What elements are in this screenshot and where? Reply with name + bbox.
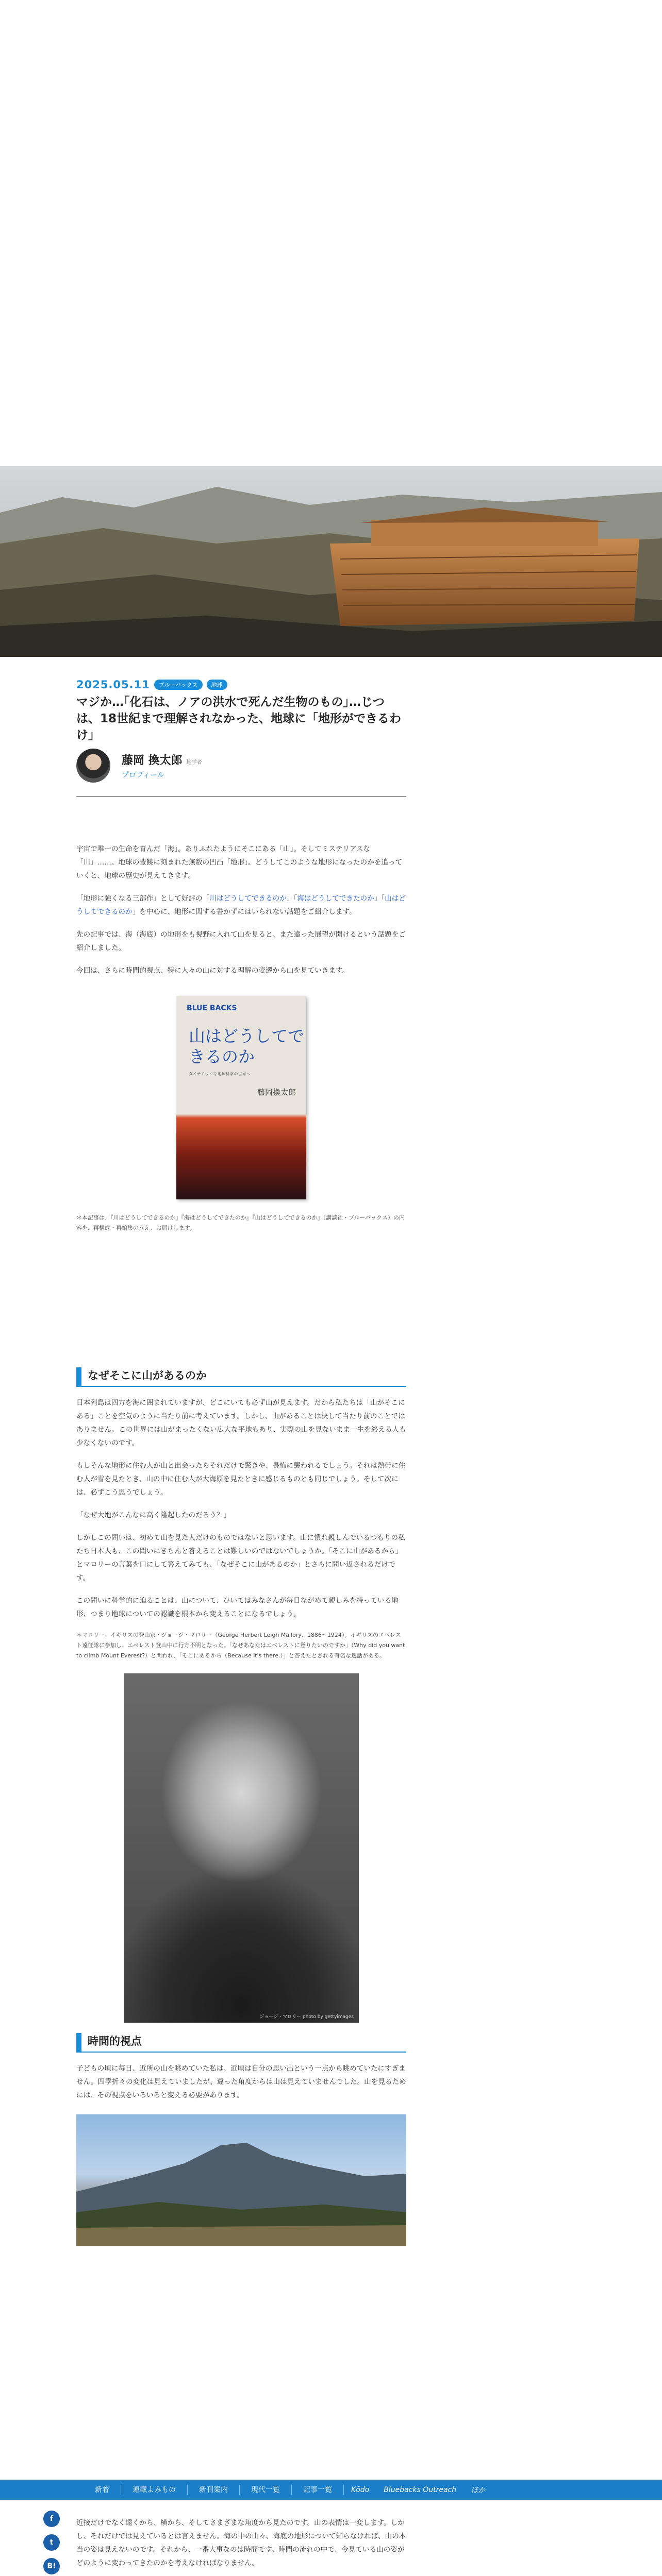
nav-new-books[interactable]: 新刊案内 bbox=[188, 2485, 240, 2495]
mallory-note: ＊マロリー：イギリスの登山家・ジョージ・マロリー（George Herbert Leigh Mallory、1886〜1924）。イギリスのエベレスト遠征隊に参加し、エベレスト登山中に行方不明となった。「なぜあなたはエベレストに登りたいのですか」（Why did you want to climb Mount Everest?）と問われ、「そこにあるから（Because it's there.）」と答えたとされる有名な逸話がある。 bbox=[76, 1632, 405, 1659]
nav-new[interactable]: 新着 bbox=[84, 2485, 121, 2495]
publish-date: 2025.05.11 bbox=[76, 679, 150, 691]
section1-paragraph-1: 日本列島は四方を海に囲まれていますが、どこにいても必ず山が見えます。だから私たちは「山がそこにある」ことを空気のように当たり前に考えています。しかし、山があることは決して当たり前のことではありません。この世界には山がまったくない広大な平地もあり、実際の山を見ないまま一生を終える人も少なくないのです。 bbox=[76, 1399, 406, 1447]
brand-link-1[interactable]: Kōdo bbox=[351, 2486, 370, 2494]
author-block bbox=[76, 749, 406, 797]
ad-space bbox=[76, 1233, 406, 1367]
photo-credit: ジョージ・マロリー photo by gettyimages bbox=[259, 2014, 354, 2020]
profile-link[interactable]: プロフィール bbox=[122, 771, 164, 779]
nav-series[interactable]: 連載よみもの bbox=[121, 2485, 188, 2495]
article-title: マジか…｢化石は、ノアの洪水で死んだ生物のもの｣…じつは、18世紀まで理解されなかった、地球に「地形ができるわけ」 bbox=[76, 696, 402, 742]
book-series: BLUE BACKS bbox=[187, 1004, 237, 1012]
author-name[interactable]: 藤岡 換太郎 地学者 bbox=[122, 754, 202, 767]
book-title: 山はどうしてできるのか bbox=[189, 1026, 305, 1066]
section1-paragraph-5: この問いに科学的に迫ることは、山について、ひいてはみなさんが毎日ながめて親しみを持っている地形、つまり地球についての認識を根本から変えることになるでしょう。 bbox=[76, 1597, 399, 1618]
top-whitespace bbox=[0, 0, 662, 466]
section1-paragraph-2: もしそんな地形に住む人が山と出会ったらそれだけで驚きや、畏怖に襲われるでしょう。それは熱帯に住む人が雪を見たとき、山の中に住む人が大海原を見たときに感じるものとも同じでしょう。そして次には、必ずこう思うでしょう。 bbox=[76, 1462, 406, 1497]
mountain-landscape-photo bbox=[76, 2114, 406, 2246]
book-cover-image[interactable] bbox=[176, 996, 306, 1199]
intro-paragraph-3: 先の記事では、海（海底）の地形をも視野に入れて山を見ると、また違った展望が開けるという話題をご紹介しました。 bbox=[76, 930, 406, 952]
twitter-icon[interactable]: t bbox=[43, 2534, 60, 2551]
tag-bluebacks[interactable]: ブルーバックス bbox=[154, 680, 203, 690]
intro-paragraph-4: 今回は、さらに時間的視点、特に人々の山に対する理解の変遷から山を見ていきます。 bbox=[76, 967, 350, 975]
book-caption: ＊本記事は、『川はどうしてできるのか』『海はどうしてできたのか』『山はどうしてできるのか』（講談社・ブルーバックス）の内容を、再構成・再編集のうえ、お届けします。 bbox=[76, 1214, 405, 1231]
article-main bbox=[76, 679, 406, 2246]
hatena-icon[interactable]: B! bbox=[43, 2558, 60, 2574]
nav-current-list[interactable]: 現代一覧 bbox=[240, 2485, 292, 2495]
part2-paragraph-1: 近接だけでなく遠くから、横から、そしてさまざまな角度から見たのです。山の表情は一変します。しかし、それだけでは見えているとは言えません。海の中の山々、海底の地形について知らなければ、山の本当の姿は見えないのです。それから、一番大事なのは時間です。時間の流れの中で、今見ている山の姿がどのように変わってきたのかを考えなければなりません。 bbox=[76, 2519, 406, 2567]
book-author: 藤岡換太郎 bbox=[257, 1088, 296, 1097]
intro-paragraph-1: 宇宙で唯一の生命を育んだ「海」。ありふれたようにそこにある「山」。そしてミステリアスな「川」……。地球の豊饒に刻まれた無数の凹凸「地形」。どうしてこのような地形になったのかを追っていくと、地球の歴史が見えてきます。 bbox=[76, 845, 403, 880]
facebook-icon[interactable]: f bbox=[43, 2511, 60, 2527]
link-mountain-book[interactable]: 山はどうしてできるのか bbox=[76, 894, 406, 916]
section1-paragraph-3: 「なぜ大地がこんなに高く隆起したのだろう？」 bbox=[76, 1511, 231, 1519]
tag-earth[interactable]: 地球 bbox=[207, 680, 227, 690]
intro-paragraph-2: 「地形に強くなる三部作」として好評の「川はどうしてできるのか」「海はどうしてできたのか」「山はどうしてできるのか」を中心に、地形に関する書かずにはいられない話題をご紹介します。 bbox=[76, 894, 406, 916]
link-river-book[interactable]: 川はどうしてできるのか bbox=[209, 894, 287, 903]
author-role: 地学者 bbox=[186, 759, 202, 766]
section1-paragraph-4: しかしこの問いは、初めて山を見た人だけのものではないと思います。山に慣れ親しんでいるつもりの私たち日本人も、この問いにきちんと答えることは難しいのではないでしょうか。「そこに山があるから」とマロリーの言葉を口にして答えてみても、「なぜそこに山があるのか」とさらに問い返されるだけです。 bbox=[76, 1534, 405, 1582]
section-heading-why-mountains: なぜそこに山があるのか bbox=[76, 1367, 406, 1387]
site-navbar bbox=[0, 2480, 662, 2500]
article-continued bbox=[76, 2507, 406, 2576]
brand-link-3[interactable]: ほか bbox=[471, 2486, 486, 2495]
mallory-photo bbox=[124, 1673, 359, 2023]
section2-paragraph-1: 子どもの頃に毎日、近所の山を眺めていた私は、近頃は自分の思い出という一点から眺めていたにすぎません。四季折々の変化は見えていましたが、違った角度からは山は見えていませんでした。山を見るためには、その視点をいろいろと変える必要があります。 bbox=[76, 2064, 406, 2099]
hero-image-ark bbox=[0, 466, 662, 657]
book-subtitle: ダイナミックな地球科学の世界へ bbox=[189, 1072, 251, 1076]
social-share-bar bbox=[43, 2511, 60, 2576]
section-heading-time-perspective: 時間的視点 bbox=[76, 2033, 406, 2053]
nav-article-list[interactable]: 記事一覧 bbox=[292, 2485, 344, 2495]
link-sea-book[interactable]: 海はどうしてできたのか bbox=[297, 894, 374, 903]
article-meta bbox=[76, 679, 406, 691]
brand-link-2[interactable]: Bluebacks Outreach bbox=[384, 2486, 457, 2494]
ark-shape bbox=[330, 507, 639, 626]
author-avatar[interactable] bbox=[76, 749, 110, 783]
